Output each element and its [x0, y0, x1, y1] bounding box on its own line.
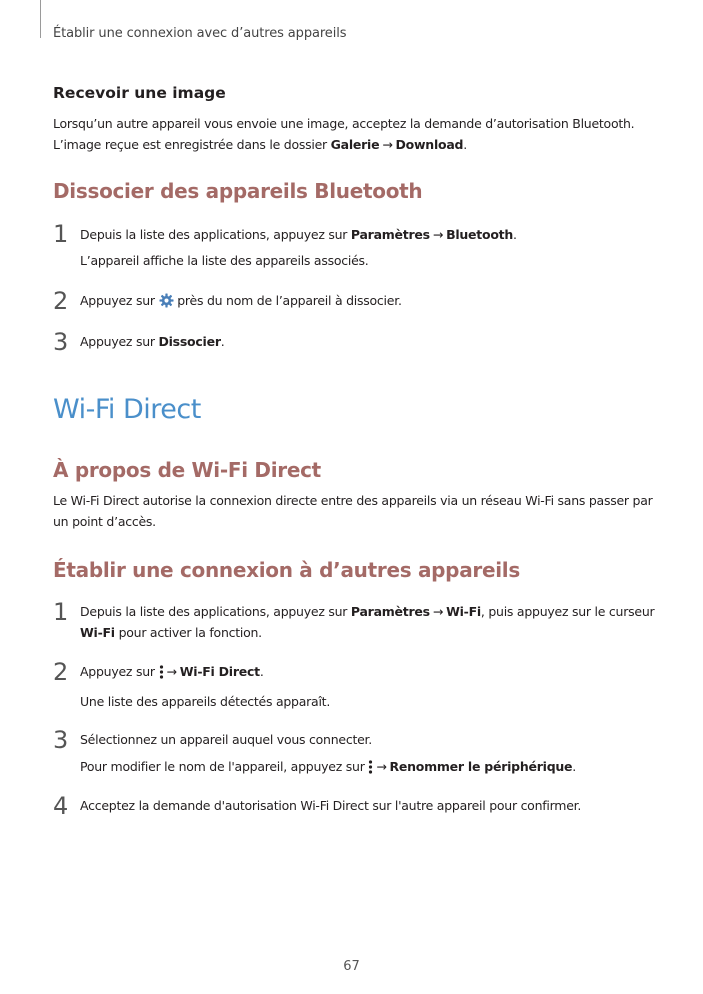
- receive-title: Recevoir une image: [53, 84, 226, 102]
- gallery-label: Galerie: [330, 137, 380, 152]
- wifi-direct-title: Wi-Fi Direct: [53, 394, 201, 425]
- header-divider: [40, 0, 41, 38]
- period: .: [259, 664, 264, 679]
- arrow: →: [432, 604, 444, 619]
- connect-step-3-note: [80, 756, 680, 780]
- dissociate-step-3: [80, 331, 680, 352]
- step-number: 2: [53, 287, 69, 315]
- period: .: [513, 227, 517, 242]
- step-number: 1: [53, 220, 69, 248]
- receive-line-1: Lorsqu’un autre appareil vous envoie une image, acceptez la demande d’autorisation Bluetooth.: [53, 116, 635, 131]
- page-number: 67: [343, 959, 360, 974]
- arrow: →: [432, 227, 444, 242]
- step-number: 3: [53, 726, 69, 754]
- receive-line-2: [53, 134, 683, 155]
- connect-step-3: [80, 729, 680, 780]
- step-text-suffix: , puis appuyez sur le curseur: [480, 604, 655, 619]
- arrow: →: [166, 664, 177, 679]
- gear-icon: [159, 293, 174, 314]
- dissociate-title: Dissocier des appareils Bluetooth: [53, 179, 423, 203]
- connect-step-2: [80, 661, 680, 712]
- more-options-icon: [368, 759, 373, 780]
- download-label: Download: [395, 137, 464, 152]
- wifi-switch-label: Wi-Fi: [80, 625, 115, 640]
- step-text-suffix: pour activer la fonction.: [114, 625, 262, 640]
- running-header: Établir une connexion avec d’autres appareils: [53, 26, 347, 41]
- step-text: Depuis la liste des applications, appuyez sur: [80, 227, 351, 242]
- wifi-direct-label: Wi-Fi Direct: [179, 664, 260, 679]
- dissociate-action-label: Dissocier: [158, 334, 221, 349]
- step-text: Appuyez sur: [80, 293, 159, 308]
- wifi-label: Wi-Fi: [446, 604, 481, 619]
- bluetooth-label: Bluetooth: [446, 227, 514, 242]
- step-text: Appuyez sur: [80, 334, 159, 349]
- rename-device-label: Renommer le périphérique: [389, 759, 573, 774]
- dissociate-step-1: [80, 224, 680, 271]
- connect-title: Établir une connexion à d’autres appareils: [53, 558, 520, 582]
- about-paragraph: [53, 490, 693, 532]
- step-number: 2: [53, 658, 69, 686]
- step-text: Pour modifier le nom de l'appareil, appuyez sur: [80, 759, 369, 774]
- more-options-icon: [159, 664, 164, 685]
- dissociate-step-1-line: [80, 224, 680, 245]
- period: .: [220, 334, 225, 349]
- about-line-1: Le Wi-Fi Direct autorise la connexion directe entre des appareils via un réseau Wi-Fi sans passer par: [53, 493, 653, 508]
- dissociate-step-2: [80, 290, 680, 314]
- settings-label: Paramètres: [350, 604, 430, 619]
- about-wifi-direct-title: À propos de Wi-Fi Direct: [53, 458, 321, 482]
- step-text: Depuis la liste des applications, appuyez sur: [80, 604, 351, 619]
- period: .: [572, 759, 577, 774]
- arrow: →: [382, 137, 393, 152]
- connect-step-1-line-1: [80, 601, 690, 622]
- period: .: [463, 137, 467, 152]
- connect-step-2-note: Une liste des appareils détectés apparaît.: [80, 694, 331, 709]
- about-line-2: un point d’accès.: [53, 514, 156, 529]
- dissociate-step-1-note: L’appareil affiche la liste des appareils associés.: [80, 253, 369, 268]
- connect-step-1: [80, 601, 690, 643]
- connect-step-2-line: [80, 661, 680, 685]
- arrow: →: [376, 759, 387, 774]
- connect-step-4: Acceptez la demande d'autorisation Wi-Fi Direct sur l'autre appareil pour confirmer.: [80, 798, 582, 813]
- connect-step-1-line-2: [80, 622, 690, 643]
- receive-paragraph: [53, 113, 683, 155]
- step-text: Appuyez sur: [80, 664, 159, 679]
- step-text-suffix: près du nom de l’appareil à dissocier.: [173, 293, 402, 308]
- step-number: 4: [53, 792, 69, 820]
- connect-step-3-line: Sélectionnez un appareil auquel vous connecter.: [80, 732, 372, 747]
- step-number: 3: [53, 328, 69, 356]
- settings-label: Paramètres: [350, 227, 430, 242]
- receive-line-2-prefix: L’image reçue est enregistrée dans le dossier: [53, 137, 331, 152]
- step-number: 1: [53, 598, 69, 626]
